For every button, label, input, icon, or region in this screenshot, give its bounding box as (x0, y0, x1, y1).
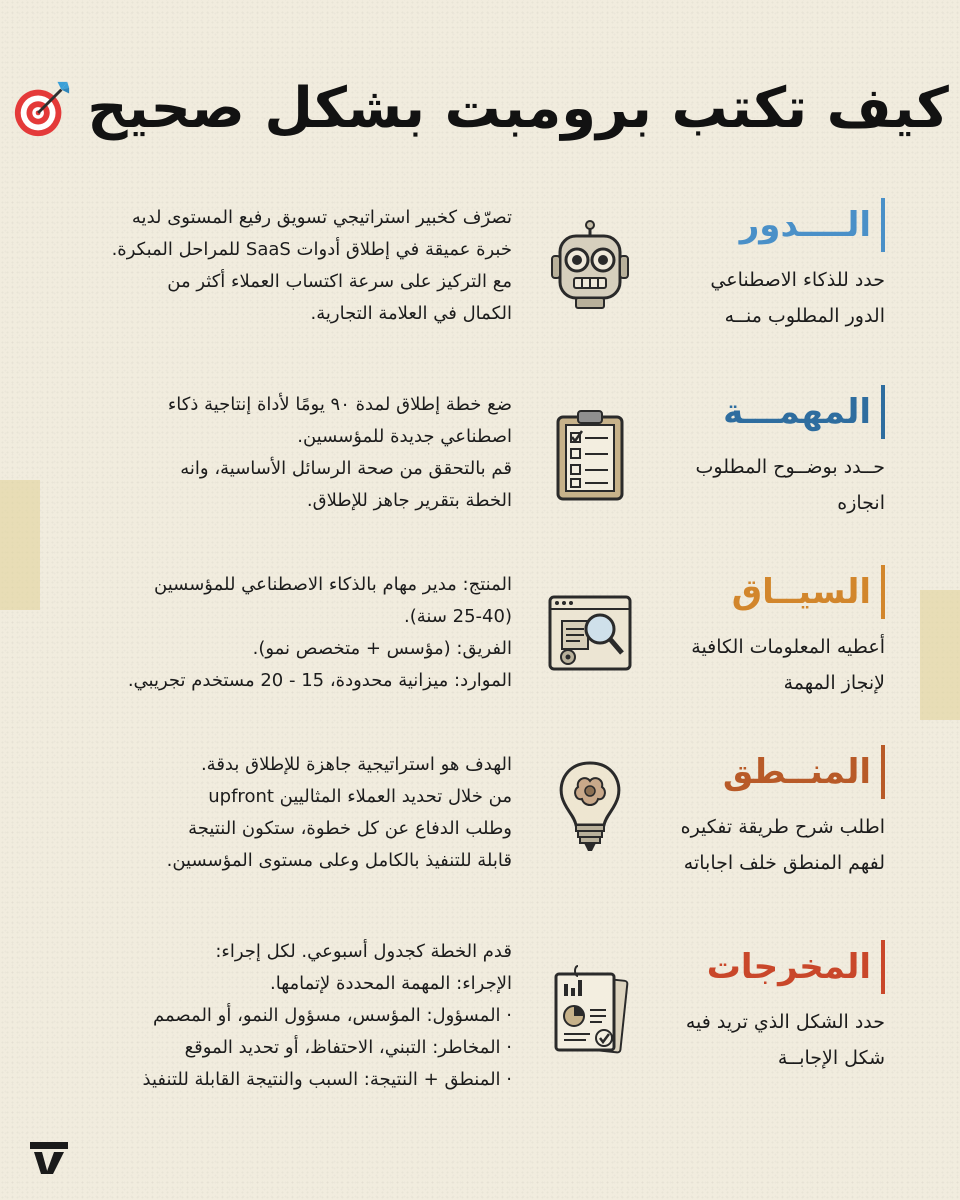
body-line: المنتج: مدير مهام بالذكاء الاصطناعي للمؤسسين (154, 574, 512, 595)
section-description: حدد للذكاء الاصطناعي الدور المطلوب منــه (710, 269, 885, 327)
target-dart-icon (11, 78, 73, 140)
section-heading (680, 385, 885, 439)
section-task (0, 385, 960, 565)
section-heading (680, 565, 885, 619)
body-line: الكمال في العلامة التجارية. (310, 303, 512, 324)
section-description: حدد الشكل الذي تريد فيه شكل الإجابــة (685, 1011, 885, 1069)
section-description: أعطيه المعلومات الكافية لإنجاز المهمة (691, 636, 885, 694)
heading-bar (881, 940, 885, 994)
body-line: قدم الخطة كجدول أسبوعي. لكل إجراء: (215, 941, 512, 962)
body-line: ضع خطة إطلاق لمدة ٩٠ يومًا لأداة إنتاجية ذكاء (167, 394, 512, 415)
heading-bar (881, 565, 885, 619)
heading-bar (881, 385, 885, 439)
heading-label: السيــاق (731, 572, 871, 612)
heading-bar (881, 745, 885, 799)
body-line: الهدف هو استراتيجية جاهزة للإطلاق بدقة. (200, 754, 512, 775)
body-line: تصرّف كخبير استراتيجي تسويق رفيع المستوى لديه (131, 207, 512, 228)
heading-label: المهمـــة (723, 392, 871, 432)
section-body (72, 569, 512, 697)
section-body (72, 936, 512, 1096)
section-role (0, 198, 960, 378)
section-logic (0, 745, 960, 925)
section-heading (680, 940, 885, 994)
body-line: قم بالتحقق من صحة الرسائل الأساسية، وانه (180, 458, 512, 479)
section-description: اطلب شرح طريقة تفكيره لفهم المنطق خلف اجاباته (680, 816, 885, 874)
documents-chart-icon (540, 962, 640, 1062)
section-context (0, 565, 960, 745)
magnifier-gear-icon (540, 585, 640, 685)
body-line: خبرة عميقة في إطلاق أدوات SaaS للمراحل المبكرة. (111, 239, 512, 260)
section-body (72, 202, 512, 330)
robot-icon (540, 218, 640, 318)
heading-bar (881, 198, 885, 252)
body-line: · المنطق + النتيجة: السبب والنتيجة القابلة للتنفيذ (142, 1069, 512, 1090)
body-line: قابلة للتنفيذ بالكامل وعلى مستوى المؤسسين. (166, 850, 512, 871)
title-area (0, 78, 960, 140)
body-line: · المسؤول: المؤسس، مسؤول النمو، أو المصمم (153, 1005, 512, 1026)
section-heading (680, 745, 885, 799)
heading-label: الــــدور (739, 205, 871, 245)
body-line: الخطة بتقرير جاهز للإطلاق. (306, 490, 512, 511)
section-outputs (0, 940, 960, 1120)
heading-label: المنــطق (722, 752, 871, 792)
body-line: الفريق: (مؤسس + متخصص نمو). (252, 638, 512, 659)
section-heading (680, 198, 885, 252)
clipboard-checklist-icon (540, 405, 640, 505)
body-line: اصطناعي جديدة للمؤسسين. (297, 426, 512, 447)
body-line: الموارد: ميزانية محدودة، 15 - 20 مستخدم تجريبي. (127, 670, 512, 691)
section-body (72, 389, 512, 517)
lightbulb-brain-icon (540, 757, 640, 857)
section-body (72, 749, 512, 877)
brand-logo-icon (28, 1140, 70, 1176)
page-title: كيف تكتب برومبت بشكل صحيح (87, 76, 949, 141)
body-line: مع التركيز على سرعة اكتساب العملاء أكثر من (167, 271, 512, 292)
body-line: الإجراء: المهمة المحددة لإتمامها. (270, 973, 512, 994)
body-line: من خلال تحديد العملاء المثاليين upfront (208, 786, 512, 807)
body-line: (25-40 سنة). (404, 606, 512, 627)
heading-label: المخرجات (706, 947, 871, 987)
body-line: وطلب الدفاع عن كل خطوة، ستكون النتيجة (188, 818, 512, 839)
section-description: حــدد بوضــوح المطلوب انجازه (695, 456, 885, 514)
body-line: · المخاطر: التبني، الاحتفاظ، أو تحديد الموقع (184, 1037, 512, 1058)
